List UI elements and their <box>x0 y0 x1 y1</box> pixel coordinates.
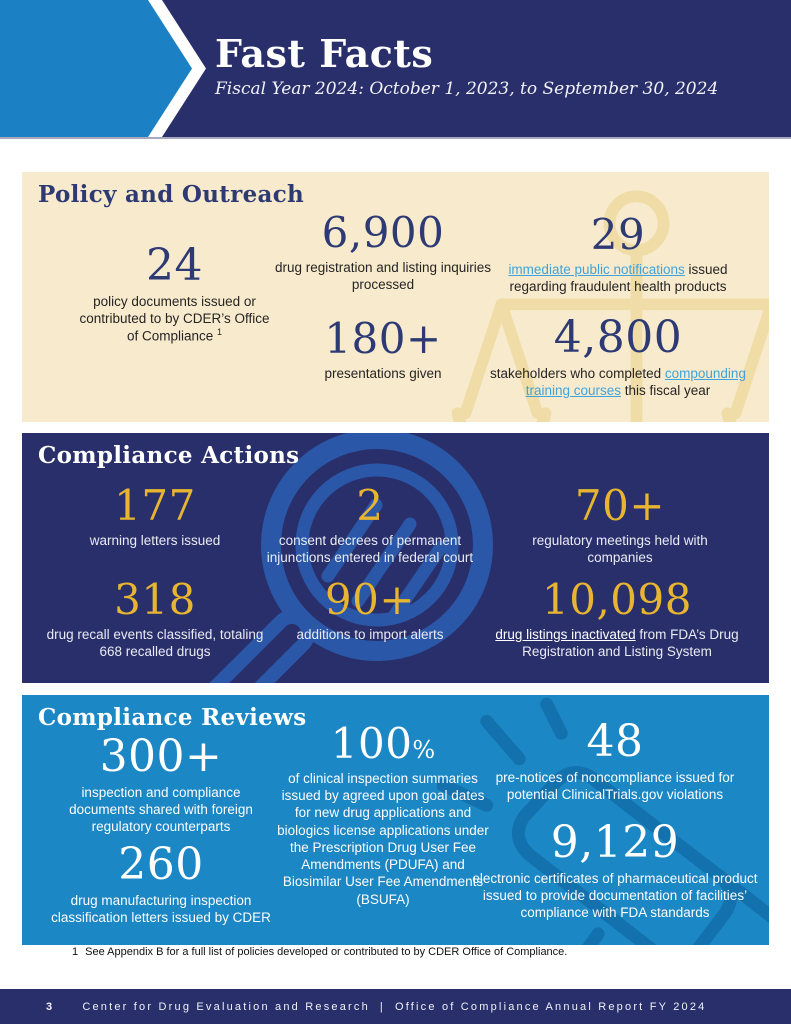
stat-policy-documents <box>77 240 272 345</box>
immediate-public-notifications-link[interactable]: immediate public notifications <box>508 261 685 277</box>
stat-caption: electronic certificates of pharmaceutical product issued to provide documentation of facilities’ compliance with FDA standards <box>472 870 758 921</box>
stat-caption-text: this fiscal year <box>621 383 711 399</box>
stat-public-notifications <box>484 210 752 295</box>
stat-caption-text: issued regarding fraudulent health products <box>509 261 728 295</box>
stat-value: 300+ <box>99 731 223 782</box>
header-text-block <box>215 33 718 99</box>
stat-value-number: 100 <box>330 719 413 768</box>
section-title-policy: Policy and Outreach <box>38 181 305 208</box>
stat-value <box>275 719 491 768</box>
stat-value: 4,800 <box>553 312 683 363</box>
stat-caption-text: policy documents issued or contributed to by CDER’s Office of Compliance <box>79 293 270 344</box>
stat-compounding-stakeholders <box>476 312 760 399</box>
page-subtitle: Fiscal Year 2024: October 1, 2023, to September 30, 2024 <box>215 78 719 99</box>
stat-value: 90+ <box>324 575 416 624</box>
stat-classification-letters <box>42 839 280 926</box>
header-divider <box>0 137 791 139</box>
stat-presentations-given <box>268 314 498 382</box>
stat-caption: of clinical inspection summaries issued by agreed upon goal dates for new drug applications and biologics license applications under the Prescription Drug User Fee Amendments (PDUFA) and Biosimilar User Fee Amendments (BSUFA) <box>277 770 489 907</box>
footnote-marker: 1 <box>217 327 223 338</box>
stat-inquiries-processed <box>268 208 498 293</box>
stat-documents-shared <box>55 731 267 836</box>
stat-listings-inactivated <box>483 575 751 660</box>
stat-value: 6,900 <box>321 208 445 257</box>
page-footer <box>0 989 791 1024</box>
stat-value: 180+ <box>324 314 442 363</box>
stat-value: 24 <box>146 240 203 291</box>
percent-sign: % <box>412 736 436 764</box>
stat-value: 318 <box>114 575 196 624</box>
stat-value: 48 <box>586 716 644 767</box>
stat-clinical-summaries <box>275 719 491 908</box>
stat-caption: additions to import alerts <box>296 626 444 642</box>
stat-caption <box>484 261 752 296</box>
footer-org: Center for Drug Evaluation and Research <box>82 1000 370 1013</box>
section-title-actions: Compliance Actions <box>38 442 300 469</box>
compounding-training-courses-link[interactable]: compounding training courses <box>525 365 746 399</box>
footer-separator: | <box>379 1000 385 1013</box>
section-policy-and-outreach <box>22 172 769 422</box>
section-title-reviews: Compliance Reviews <box>38 704 307 731</box>
footnote-text: See Appendix B for a full list of policies developed or contributed to by CDER Office of Compliance. <box>85 946 568 958</box>
stat-caption: warning letters issued <box>89 532 221 548</box>
stat-caption: pre-notices of noncompliance issued for potential ClinicalTrials.gov violations <box>495 769 735 803</box>
stat-caption <box>77 293 272 345</box>
chevron-icon <box>0 0 210 137</box>
stat-caption: regulatory meetings held with companies <box>532 532 708 566</box>
stat-caption: drug registration and listing inquiries processed <box>274 259 492 293</box>
footer-text <box>82 1001 706 1013</box>
page-header <box>0 0 791 137</box>
stat-regulatory-meetings <box>505 481 735 566</box>
stat-import-alerts <box>255 575 485 643</box>
stat-caption: inspection and compliance documents shared with foreign regulatory counterparts <box>69 784 253 835</box>
stat-caption-text: from FDA’s Drug Registration and Listing System <box>522 626 739 660</box>
stat-value: 10,098 <box>542 575 692 624</box>
stat-pre-notices <box>470 716 760 803</box>
footnote-number: 1 <box>72 946 79 958</box>
stat-caption: presentations given <box>324 365 442 381</box>
stat-caption <box>476 365 760 400</box>
stat-value: 260 <box>118 839 204 890</box>
page-number: 3 <box>46 1000 55 1013</box>
stat-caption-text: stakeholders who completed <box>490 365 665 381</box>
stat-electronic-certificates <box>470 817 760 922</box>
stat-value: 9,129 <box>550 817 680 868</box>
footnote <box>72 946 567 958</box>
section-compliance-reviews <box>22 695 769 945</box>
stat-warning-letters <box>50 481 260 549</box>
stat-value: 177 <box>114 481 196 530</box>
stat-caption: drug recall events classified, totaling 668 recalled drugs <box>46 626 264 660</box>
page-title: Fast Facts <box>215 31 434 76</box>
stat-drug-recalls <box>40 575 270 660</box>
stat-value: 2 <box>356 481 384 530</box>
stat-value: 29 <box>590 210 646 259</box>
section-compliance-actions <box>22 433 769 683</box>
stat-caption <box>483 626 751 661</box>
drug-listings-inactivated-link[interactable]: drug listings inactivated <box>495 626 636 642</box>
stat-value: 70+ <box>574 481 666 530</box>
footer-report-title: Office of Compliance Annual Report FY 2024 <box>394 1000 707 1013</box>
stat-consent-decrees <box>255 481 485 566</box>
stat-caption: consent decrees of permanent injunctions entered in federal court <box>266 532 474 566</box>
stat-caption: drug manufacturing inspection classification letters issued by CDER <box>51 892 271 926</box>
